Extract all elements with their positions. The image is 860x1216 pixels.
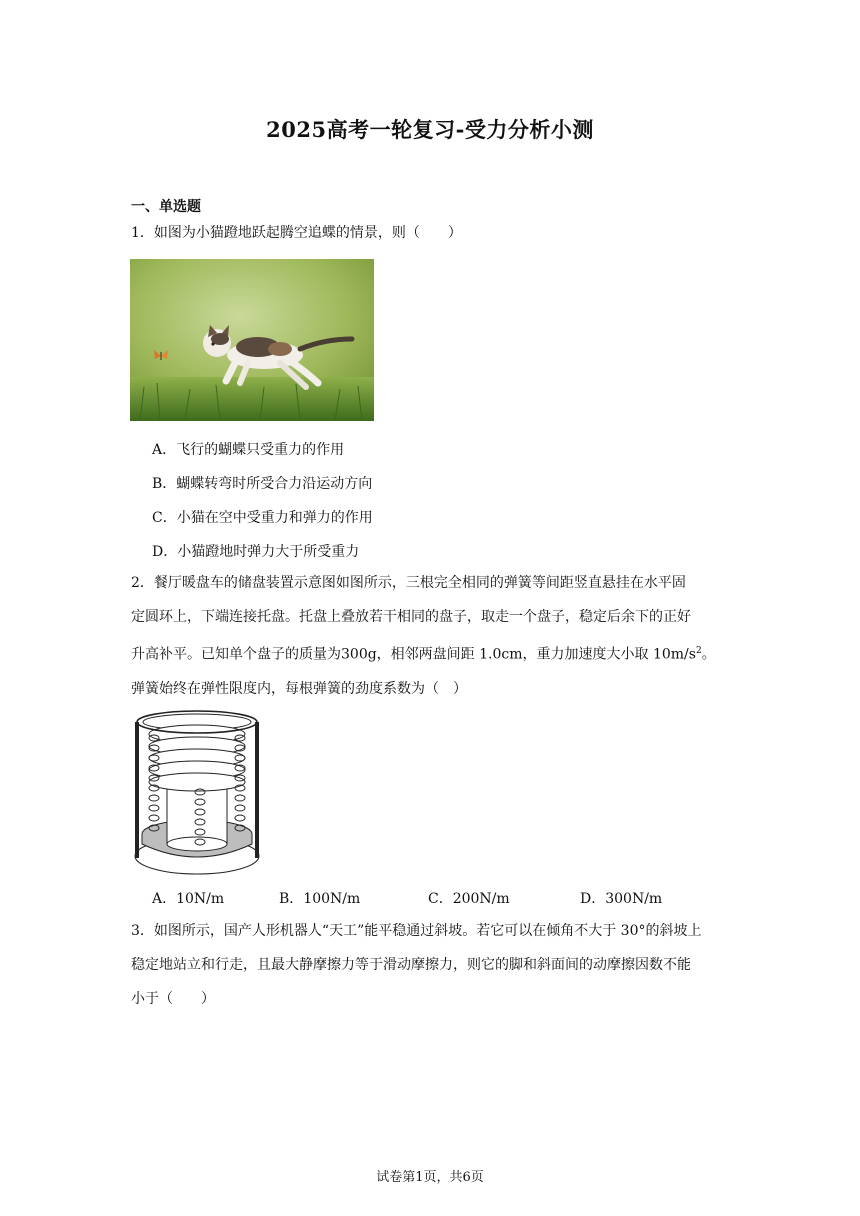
- question-3-stem: [131, 914, 731, 1016]
- question-2-stem-line-3-end: 。: [701, 646, 716, 663]
- question-2-stem-line-4: 弹簧始终在弹性限度内，每根弹簧的劲度系数为（ ）: [131, 680, 467, 697]
- question-1-stem: 1．如图为小猫蹬地跃起腾空追蝶的情景，则（ ）: [131, 225, 462, 241]
- plate-storage-diagram-icon: [132, 708, 262, 880]
- question-2-option-d: D．300N/m: [580, 891, 663, 907]
- page-title: 2025高考一轮复习-受力分析小测: [266, 117, 594, 142]
- question-1-option-b: B．蝴蝶转弯时所受合力沿运动方向: [152, 476, 373, 492]
- question-1-option-a: A．飞行的蝴蝶只受重力的作用: [152, 442, 345, 458]
- question-2-stem-line-3: [131, 634, 731, 672]
- question-3-stem-line-1: 3．如图所示，国产人形机器人“天工”能平稳通过斜坡。若它可以在倾角不大于 30°的斜坡上: [131, 923, 702, 939]
- question-2-stem: [131, 566, 731, 706]
- page-footer: 试卷第1页，共6页: [376, 1170, 484, 1185]
- question-1-option-d: D．小猫蹬地时弹力大于所受重力: [152, 544, 360, 560]
- section-heading: 一、单选题: [131, 199, 201, 215]
- cat-butterfly-photo-icon: [130, 259, 374, 421]
- question-2-stem-line-3-text: 升高补平。已知单个盘子的质量为300g，相邻两盘间距 1.0cm，重力加速度大小取 10m/s: [131, 646, 696, 663]
- question-2-stem-line-2: 定圆环上，下端连接托盘。托盘上叠放若干相同的盘子，取走一个盘子，稳定后余下的正好: [131, 609, 691, 625]
- question-3-stem-line-2: 稳定地站立和行走，且最大静摩擦力等于滑动摩擦力，则它的脚和斜面间的动摩擦因数不能: [131, 957, 691, 973]
- question-3-stem-line-3: 小于（ ）: [131, 991, 215, 1007]
- question-2-stem-line-1: 2．餐厅暖盘车的储盘装置示意图如图所示，三根完全相同的弹簧等间距竖直悬挂在水平固: [131, 575, 686, 591]
- question-2-option-a: A．10N/m: [152, 891, 225, 907]
- question-2-option-c: C．200N/m: [428, 891, 510, 907]
- question-2-stem-superscript: 2: [695, 646, 702, 656]
- question-1-option-c: C．小猫在空中受重力和弹力的作用: [152, 510, 373, 526]
- question-2-option-b: B．100N/m: [279, 891, 361, 907]
